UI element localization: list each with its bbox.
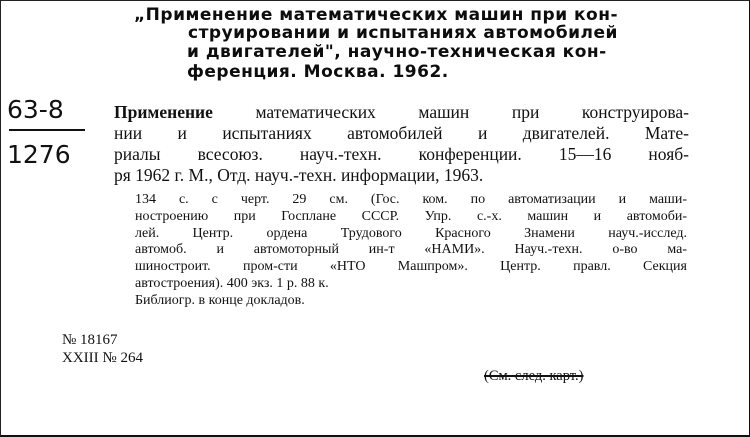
handwritten-title-line-1: „Применение математических машин при кон- — [134, 5, 619, 25]
description-line-4: автомоб. и автомоторный ин-т «НАМИ». Науч.-техн. о-во ма- — [135, 242, 687, 258]
handwritten-title-line-2: струировании и испытаниях автомобилей — [188, 23, 618, 43]
handwritten-title-line-3: и двигателей", научно-техническая кон- — [187, 42, 607, 62]
entry-line-3: риалы всесоюз. науч.-техн. конференции. 15—16 нояб- — [114, 144, 689, 164]
physical-description — [135, 192, 687, 310]
entry-lead-word: Применение — [114, 102, 213, 122]
entry-line-1 — [114, 102, 689, 123]
entry-line-1-text: математических машин при конструирова- — [212, 102, 689, 122]
description-line-5: шиностроит. пром-сти «НТО Машпром». Центр. правл. Секция — [135, 259, 687, 275]
shelfmark-top: 63-8 — [7, 95, 64, 124]
description-line-1: 134 с. с черт. 29 см. (Гос. ком. по автоматизации и маши- — [135, 192, 687, 207]
description-line-2: ностроению при Госплане СССР. Упр. с.-х. машин и автомоби- — [135, 208, 687, 224]
description-line-3: лей. Центр. ордена Трудового Красного Знамени науч.-исслед. — [135, 225, 687, 241]
entry-body — [114, 102, 689, 186]
accession-number: № 18167 — [62, 332, 118, 348]
accession-series: XXIII № 264 — [62, 350, 143, 366]
shelfmark-divider — [9, 129, 85, 131]
entry-line-4: ря 1962 г. М., Отд. науч.-техн. информации, 1963. — [114, 165, 484, 185]
description-line-6: автостроения). 400 экз. 1 р. 88 к. — [135, 275, 329, 291]
handwritten-title-line-4: ференция. Москва. 1962. — [187, 62, 449, 82]
shelfmark-bottom: 1276 — [7, 140, 71, 169]
entry-line-2: нии и испытаниях автомобилей и двигателей. Мате- — [114, 123, 689, 143]
crossed-out-note: (См. след. карт.) — [484, 368, 584, 384]
bibliography-note: Библиогр. в конце докладов. — [135, 292, 305, 308]
